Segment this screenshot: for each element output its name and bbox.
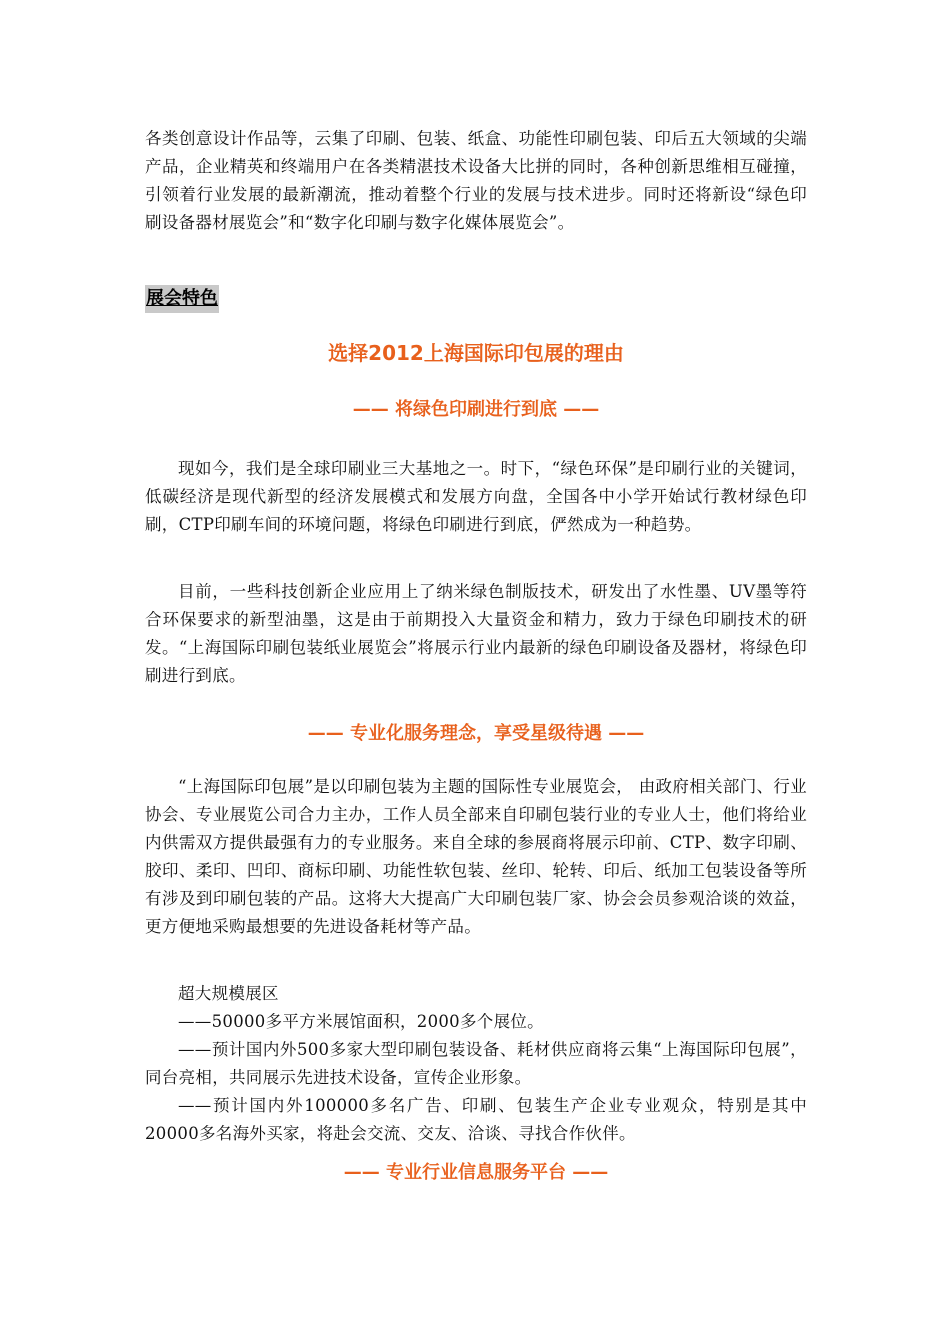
feature-list: [145, 980, 807, 1148]
subheading-professional-service: —— 专业化服务理念，享受星级待遇 ——: [307, 723, 645, 744]
subheading-info-platform: —— 专业行业信息服务平台 ——: [343, 1162, 609, 1183]
list-item: ——预计国内外500多家大型印刷包装设备、耗材供应商将云集“上海国际印包展”，同台亮相，共同展示先进技术设备，宣传企业形象。: [145, 1040, 807, 1087]
intro-paragraph: 各类创意设计作品等，云集了印刷、包装、纸盒、功能性印刷包装、印后五大领域的尖端产品，企业精英和终端用户在各类精湛技术设备大比拼的同时，各种创新思维相互碰撞，引领着行业发展的最新潮流，推动着整个行业的发展与技术进步。同时还将新设“绿色印刷设备器材展览会”和“数字化印刷与数字化媒体展览会”。: [145, 129, 807, 232]
list-title: 超大规模展区: [178, 984, 279, 1003]
subheading-green-printing: —— 将绿色印刷进行到底 ——: [352, 399, 600, 420]
list-item: ——50000多平方米展馆面积，2000多个展位。: [178, 1012, 544, 1031]
list-item: ——预计国内外100000多名广告、印刷、包装生产企业专业观众，特别是其中20000多名海外买家，将赴会交流、交友、洽谈、寻找合作伙伴。: [145, 1096, 807, 1143]
section-label: 展会特色: [145, 285, 219, 313]
paragraph-green-trend: 现如今，我们是全球印刷业三大基地之一。时下，“绿色环保”是印刷行业的关键词，低碳经济是现代新型的经济发展模式和发展方向盘，全国各中小学开始试行教材绿色印刷，CTP印刷车间的环境问题，将绿色印刷进行到底，俨然成为一种趋势。: [145, 459, 807, 534]
main-heading: 选择2012上海国际印包展的理由: [328, 341, 624, 365]
paragraph-green-tech: 目前，一些科技创新企业应用上了纳米绿色制版技术，研发出了水性墨、UV墨等符合环保要求的新型油墨，这是由于前期投入大量资金和精力，致力于绿色印刷技术的研发。“上海国际印刷包装纸业展览会”将展示行业内最新的绿色印刷设备及器材，将绿色印刷进行到底。: [145, 582, 807, 685]
paragraph-exhibition-intro: “上海国际印包展”是以印刷包装为主题的国际性专业展览会， 由政府相关部门、行业协会、专业展览公司合力主办，工作人员全部来自印刷包装行业的专业人士，他们将给业内供需双方提供最强有力的专业服务。来自全球的参展商将展示印前、CTP、数字印刷、胶印、柔印、凹印、商标印刷、功能性软包装、丝印、轮转、印后、纸加工包装设备等所有涉及到印刷包装的产品。这将大大提高广大印刷包装厂家、协会会员参观洽谈的效益，更方便地采购最想要的先进设备耗材等产品。: [145, 777, 807, 936]
